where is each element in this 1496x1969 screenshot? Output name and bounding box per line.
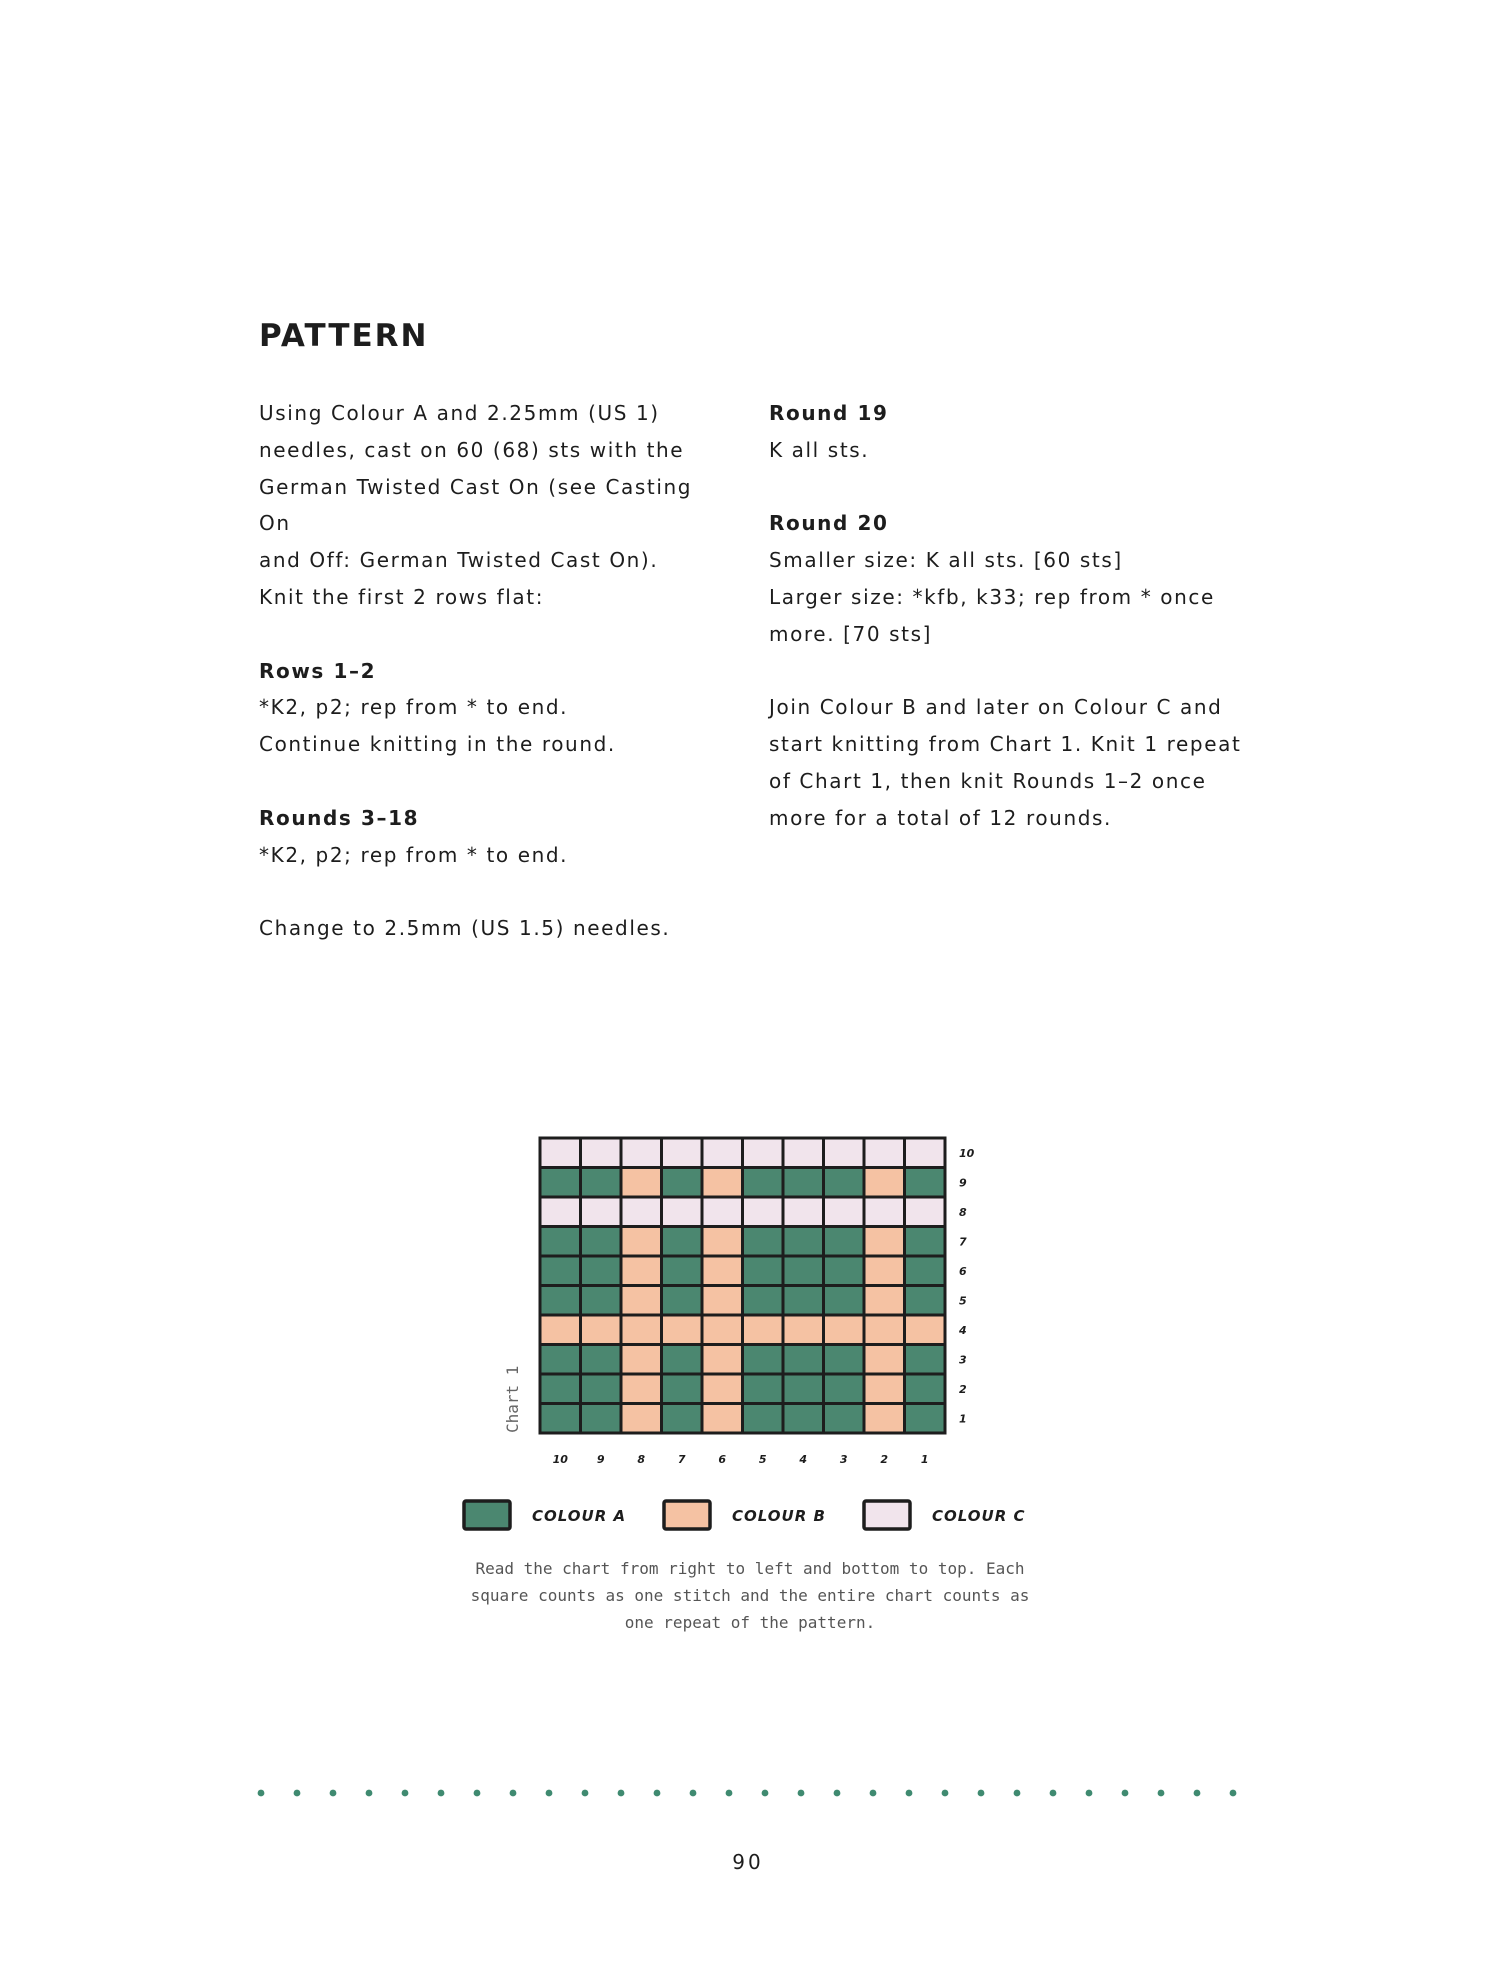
page-number: 90 xyxy=(732,1850,764,1874)
intro-line: and Off: German Twisted Cast On). xyxy=(259,548,659,573)
chart-cell-b xyxy=(864,1168,905,1198)
column-number-label: 7 xyxy=(677,1453,686,1466)
rounds-3-18-title: Rounds 3–18 xyxy=(259,805,420,830)
chart-cell-a xyxy=(783,1227,824,1257)
chart-cell-c xyxy=(662,1138,703,1168)
chart-cell-c xyxy=(662,1197,703,1227)
chart-cell-a xyxy=(662,1227,703,1257)
divider-dot xyxy=(870,1790,877,1797)
divider-dot xyxy=(510,1790,517,1797)
divider-dot xyxy=(978,1790,985,1797)
divider-dot xyxy=(654,1790,661,1797)
column-number-label: 5 xyxy=(758,1453,767,1466)
chart-cell-a xyxy=(540,1256,581,1286)
chart-cell-a xyxy=(905,1404,946,1434)
row-number-label: 10 xyxy=(959,1146,975,1160)
join-line: start knitting from Chart 1. Knit 1 repeat xyxy=(769,732,1242,757)
row-number-label: 3 xyxy=(959,1353,967,1367)
column-number-label: 4 xyxy=(799,1453,808,1466)
chart-cell-a xyxy=(824,1345,865,1375)
chart-cell-a xyxy=(662,1256,703,1286)
chart-cell-a xyxy=(905,1345,946,1375)
divider-dot xyxy=(1050,1790,1057,1797)
row-number-label: 1 xyxy=(959,1412,967,1426)
chart-cell-a xyxy=(540,1404,581,1434)
chart-cell-b xyxy=(864,1227,905,1257)
chart-cell-c xyxy=(702,1138,743,1168)
legend-swatch-b xyxy=(664,1501,710,1529)
rows-1-2-line: *K2, p2; rep from * to end. xyxy=(259,695,569,720)
chart-cell-b xyxy=(864,1256,905,1286)
rounds-3-18-line: *K2, p2; rep from * to end. xyxy=(259,842,569,867)
chart-cell-a xyxy=(783,1168,824,1198)
chart-cell-c xyxy=(540,1138,581,1168)
chart-cell-b xyxy=(702,1168,743,1198)
chart-cell-a xyxy=(905,1227,946,1257)
divider-dot xyxy=(402,1790,409,1797)
rows-1-2-title: Rows 1–2 xyxy=(259,658,377,683)
chart-cell-a xyxy=(581,1256,622,1286)
intro-line: Knit the first 2 rows flat: xyxy=(259,584,545,609)
row-number-label: 7 xyxy=(959,1235,967,1249)
chart-cell-b xyxy=(581,1315,622,1345)
chart-cell-a xyxy=(743,1374,784,1404)
chart-cell-a xyxy=(581,1286,622,1316)
divider-dot xyxy=(546,1790,553,1797)
round-20-line: Smaller size: K all sts. [60 sts] xyxy=(769,548,1123,573)
chart-cell-a xyxy=(540,1374,581,1404)
chart-cell-a xyxy=(905,1168,946,1198)
chart-cell-c xyxy=(581,1197,622,1227)
divider-dot xyxy=(1194,1790,1201,1797)
divider-dot xyxy=(582,1790,589,1797)
chart-cell-b xyxy=(864,1286,905,1316)
intro-line: needles, cast on 60 (68) sts with the xyxy=(259,437,685,462)
chart-cell-a xyxy=(540,1168,581,1198)
chart-cell-a xyxy=(540,1345,581,1375)
chart-cell-a xyxy=(662,1345,703,1375)
chart-cell-a xyxy=(743,1404,784,1434)
divider-dot xyxy=(906,1790,913,1797)
chart-cell-b xyxy=(905,1315,946,1345)
caption-line: one repeat of the pattern. xyxy=(624,1613,876,1632)
divider-dot xyxy=(330,1790,337,1797)
rows-1-2-line: Continue knitting in the round. xyxy=(259,732,616,757)
divider-dot xyxy=(366,1790,373,1797)
chart-cell-c xyxy=(905,1138,946,1168)
chart-cell-b xyxy=(824,1315,865,1345)
chart-cell-a xyxy=(540,1227,581,1257)
chart-cell-a xyxy=(824,1374,865,1404)
divider-dot xyxy=(474,1790,481,1797)
chart-cell-a xyxy=(662,1404,703,1434)
chart-cell-a xyxy=(783,1345,824,1375)
divider-dot xyxy=(294,1790,301,1797)
right-column xyxy=(769,395,1249,837)
chart-cell-b xyxy=(783,1315,824,1345)
chart-cell-a xyxy=(905,1286,946,1316)
divider-dot xyxy=(834,1790,841,1797)
chart-1-svg xyxy=(440,1120,1060,1540)
chart-cell-a xyxy=(824,1404,865,1434)
divider-dot xyxy=(690,1790,697,1797)
chart-cell-a xyxy=(783,1374,824,1404)
chart-cell-c xyxy=(824,1197,865,1227)
divider-dot xyxy=(1158,1790,1165,1797)
join-line: Join Colour B and later on Colour C and xyxy=(769,695,1223,720)
round-20-line: Larger size: *kfb, k33; rep from * once xyxy=(769,584,1215,609)
row-number-label: 9 xyxy=(959,1176,967,1190)
chart-cell-c xyxy=(702,1197,743,1227)
divider-dot xyxy=(1086,1790,1093,1797)
chart-cell-c xyxy=(540,1197,581,1227)
chart-cell-a xyxy=(905,1256,946,1286)
legend-label: COLOUR C xyxy=(932,1507,1026,1525)
divider-dot xyxy=(942,1790,949,1797)
column-number-label: 1 xyxy=(920,1453,929,1466)
chart-cell-a xyxy=(743,1286,784,1316)
column-number-label: 6 xyxy=(718,1453,727,1466)
legend-label: COLOUR A xyxy=(532,1507,627,1525)
left-column xyxy=(259,395,729,947)
chart-figure xyxy=(440,1120,1060,1540)
join-line: of Chart 1, then knit Rounds 1–2 once xyxy=(769,768,1207,793)
chart-cell-b xyxy=(702,1404,743,1434)
chart-cell-a xyxy=(905,1374,946,1404)
chart-cell-a xyxy=(581,1168,622,1198)
chart-cell-a xyxy=(581,1345,622,1375)
row-number-label: 4 xyxy=(959,1323,967,1337)
chart-cell-a xyxy=(581,1374,622,1404)
chart-caption xyxy=(420,1555,1080,1636)
chart-cell-c xyxy=(864,1197,905,1227)
column-number-label: 8 xyxy=(637,1453,646,1466)
chart-cell-c xyxy=(743,1138,784,1168)
divider-dot xyxy=(1122,1790,1129,1797)
chart-cell-a xyxy=(581,1227,622,1257)
caption-line: Read the chart from right to left and bottom to top. Each xyxy=(475,1559,1025,1578)
chart-cell-b xyxy=(864,1345,905,1375)
chart-cell-a xyxy=(743,1227,784,1257)
chart-cell-c xyxy=(621,1138,662,1168)
chart-cell-b xyxy=(540,1315,581,1345)
legend-label: COLOUR B xyxy=(732,1507,826,1525)
chart-cell-b xyxy=(702,1345,743,1375)
legend-swatch-a xyxy=(464,1501,510,1529)
row-number-label: 2 xyxy=(959,1382,967,1396)
divider-dot xyxy=(1230,1790,1237,1797)
chart-cell-c xyxy=(905,1197,946,1227)
row-number-label: 5 xyxy=(959,1294,967,1308)
chart-cell-c xyxy=(581,1138,622,1168)
chart-cell-a xyxy=(540,1286,581,1316)
chart-cell-c xyxy=(621,1197,662,1227)
divider-dot xyxy=(258,1790,265,1797)
dotted-divider xyxy=(252,1785,1242,1801)
chart-cell-a xyxy=(824,1168,865,1198)
round-19-title: Round 19 xyxy=(769,401,889,425)
column-number-label: 10 xyxy=(552,1453,568,1466)
divider-dot xyxy=(726,1790,733,1797)
chart-title: Chart 1 xyxy=(503,1365,522,1433)
chart-cell-c xyxy=(743,1197,784,1227)
page-heading: PATTERN xyxy=(259,318,429,354)
chart-cell-a xyxy=(662,1168,703,1198)
intro-line: German Twisted Cast On (see Casting On xyxy=(259,474,693,536)
chart-cell-a xyxy=(743,1345,784,1375)
chart-cell-a xyxy=(581,1404,622,1434)
chart-cell-a xyxy=(743,1168,784,1198)
chart-cell-a xyxy=(824,1256,865,1286)
chart-cell-b xyxy=(743,1315,784,1345)
chart-cell-b xyxy=(864,1404,905,1434)
chart-cell-b xyxy=(621,1256,662,1286)
chart-cell-b xyxy=(621,1404,662,1434)
chart-cell-a xyxy=(783,1256,824,1286)
row-number-label: 6 xyxy=(959,1264,967,1278)
chart-cell-b xyxy=(662,1315,703,1345)
chart-cell-a xyxy=(783,1404,824,1434)
chart-cell-b xyxy=(621,1315,662,1345)
round-19-line: K all sts. xyxy=(769,437,870,462)
chart-cell-a xyxy=(662,1374,703,1404)
column-number-label: 2 xyxy=(880,1453,889,1466)
chart-cell-c xyxy=(864,1138,905,1168)
chart-cell-c xyxy=(783,1197,824,1227)
chart-cell-b xyxy=(621,1227,662,1257)
legend-swatch-c xyxy=(864,1501,910,1529)
chart-cell-a xyxy=(824,1227,865,1257)
chart-cell-b xyxy=(702,1256,743,1286)
chart-cell-a xyxy=(662,1286,703,1316)
chart-cell-b xyxy=(621,1374,662,1404)
intro-line: Using Colour A and 2.25mm (US 1) xyxy=(259,401,660,425)
divider-dot xyxy=(438,1790,445,1797)
chart-cell-b xyxy=(702,1286,743,1316)
round-20-title: Round 20 xyxy=(769,511,889,536)
divider-dot xyxy=(798,1790,805,1797)
chart-cell-b xyxy=(864,1374,905,1404)
chart-cell-b xyxy=(702,1374,743,1404)
needle-change-line: Change to 2.5mm (US 1.5) needles. xyxy=(259,916,671,941)
round-20-line: more. [70 sts] xyxy=(769,621,933,646)
chart-cell-b xyxy=(621,1345,662,1375)
chart-cell-a xyxy=(743,1256,784,1286)
column-number-label: 3 xyxy=(839,1453,848,1466)
chart-cell-b xyxy=(864,1315,905,1345)
divider-dot xyxy=(1014,1790,1021,1797)
chart-cell-b xyxy=(621,1286,662,1316)
chart-cell-a xyxy=(824,1286,865,1316)
join-line: more for a total of 12 rounds. xyxy=(769,805,1113,830)
divider-dot xyxy=(618,1790,625,1797)
chart-cell-a xyxy=(783,1286,824,1316)
caption-line: square counts as one stitch and the entire chart counts as xyxy=(470,1586,1030,1605)
row-number-label: 8 xyxy=(959,1205,967,1219)
chart-cell-b xyxy=(702,1315,743,1345)
chart-cell-b xyxy=(621,1168,662,1198)
chart-cell-b xyxy=(702,1227,743,1257)
divider-dot xyxy=(762,1790,769,1797)
column-number-label: 9 xyxy=(596,1453,605,1466)
chart-cell-c xyxy=(824,1138,865,1168)
chart-cell-c xyxy=(783,1138,824,1168)
